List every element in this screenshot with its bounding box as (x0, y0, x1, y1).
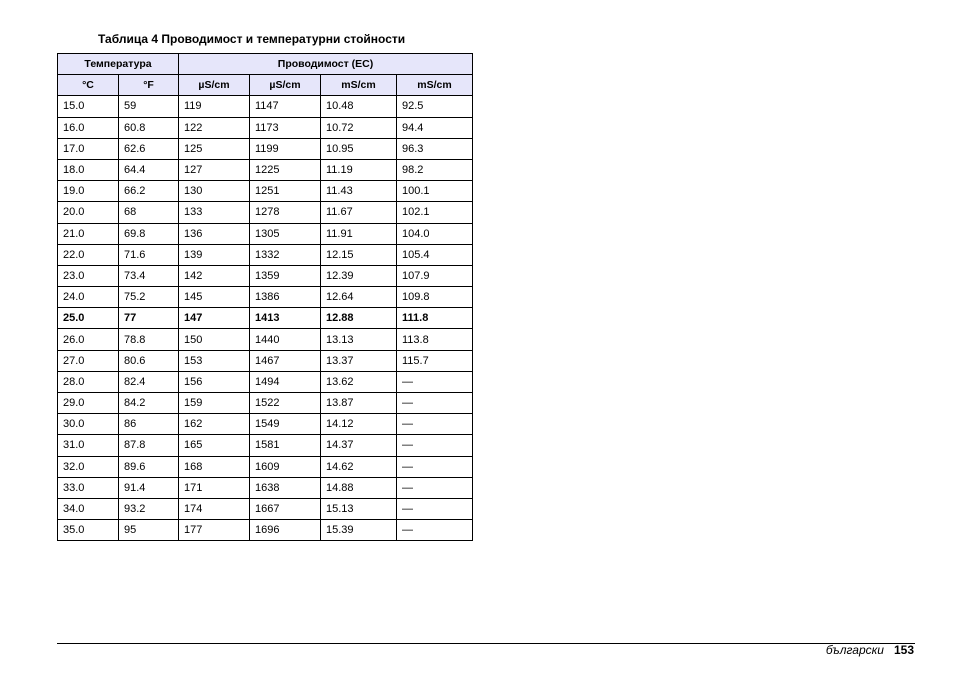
table-cell: — (397, 435, 473, 456)
table-cell: 1581 (250, 435, 321, 456)
table-cell: 177 (179, 520, 250, 541)
table-cell: 162 (179, 414, 250, 435)
table-cell: 1549 (250, 414, 321, 435)
table-cell: — (397, 393, 473, 414)
table-cell: 77 (119, 308, 179, 329)
unit-header-us-cm-b: µS/cm (250, 75, 321, 96)
table-cell: 19.0 (58, 181, 119, 202)
table-row (58, 244, 473, 265)
table-cell: 16.0 (58, 117, 119, 138)
table-caption: Таблица 4 Проводимост и температурни стойности (98, 32, 406, 46)
table-row (58, 520, 473, 541)
table-cell: 171 (179, 477, 250, 498)
table-cell: 1173 (250, 117, 321, 138)
temperature-group-header: Температура (58, 54, 179, 75)
table-cell: 22.0 (58, 244, 119, 265)
table-cell: 139 (179, 244, 250, 265)
table-cell: 150 (179, 329, 250, 350)
table-cell: 14.62 (321, 456, 397, 477)
table-cell: 62.6 (119, 138, 179, 159)
page-footer (826, 643, 914, 657)
table-cell: 136 (179, 223, 250, 244)
table-body (58, 96, 473, 541)
table-cell: 1278 (250, 202, 321, 223)
table-cell: 66.2 (119, 181, 179, 202)
table-cell: 159 (179, 393, 250, 414)
table-cell: 91.4 (119, 477, 179, 498)
table-cell: 1359 (250, 265, 321, 286)
table-cell: 94.4 (397, 117, 473, 138)
table-row (58, 329, 473, 350)
table-cell: — (397, 498, 473, 519)
table-cell: 12.64 (321, 287, 397, 308)
table-row (58, 117, 473, 138)
table-row (58, 159, 473, 180)
table-cell: 1638 (250, 477, 321, 498)
table-cell: 168 (179, 456, 250, 477)
table-cell: 122 (179, 117, 250, 138)
table-cell: 1147 (250, 96, 321, 117)
table-cell: 98.2 (397, 159, 473, 180)
table-cell: 11.43 (321, 181, 397, 202)
table-cell: 35.0 (58, 520, 119, 541)
unit-header-us-cm-a: µS/cm (179, 75, 250, 96)
table-row (58, 308, 473, 329)
table-cell: 10.72 (321, 117, 397, 138)
footer-language: български (825, 643, 884, 657)
table-cell: 89.6 (119, 456, 179, 477)
table-cell: — (397, 456, 473, 477)
unit-header-row (58, 75, 473, 96)
table-cell: 12.39 (321, 265, 397, 286)
table-cell: 93.2 (119, 498, 179, 519)
table-cell: 1609 (250, 456, 321, 477)
table-cell: 18.0 (58, 159, 119, 180)
table-cell: 1413 (250, 308, 321, 329)
table-cell: 96.3 (397, 138, 473, 159)
table-row (58, 477, 473, 498)
group-header-row (58, 54, 473, 75)
table-cell: 119 (179, 96, 250, 117)
table-row (58, 223, 473, 244)
table-row (58, 265, 473, 286)
table-cell: 127 (179, 159, 250, 180)
table-cell: 34.0 (58, 498, 119, 519)
table-cell: 78.8 (119, 329, 179, 350)
table-cell: 73.4 (119, 265, 179, 286)
table-cell: 24.0 (58, 287, 119, 308)
table-cell: 102.1 (397, 202, 473, 223)
table-cell: 10.48 (321, 96, 397, 117)
table-cell: 1667 (250, 498, 321, 519)
unit-header-ms-cm-b: mS/cm (397, 75, 473, 96)
table-cell: 27.0 (58, 350, 119, 371)
table-cell: — (397, 414, 473, 435)
table-cell: 25.0 (58, 308, 119, 329)
table-cell: 15.0 (58, 96, 119, 117)
table-cell: 1440 (250, 329, 321, 350)
table-cell: 15.13 (321, 498, 397, 519)
table-cell: 11.91 (321, 223, 397, 244)
table-cell: 23.0 (58, 265, 119, 286)
table-cell: 1386 (250, 287, 321, 308)
table-cell: 113.8 (397, 329, 473, 350)
table-cell: 165 (179, 435, 250, 456)
table-cell: 75.2 (119, 287, 179, 308)
table-cell: 1251 (250, 181, 321, 202)
table-cell: 30.0 (58, 414, 119, 435)
table-cell: 12.88 (321, 308, 397, 329)
table-cell: 174 (179, 498, 250, 519)
table-cell: 105.4 (397, 244, 473, 265)
table-row (58, 371, 473, 392)
table-cell: — (397, 520, 473, 541)
table-row (58, 393, 473, 414)
table-cell: 68 (119, 202, 179, 223)
table-cell: 1305 (250, 223, 321, 244)
table-cell: 130 (179, 181, 250, 202)
table-cell: 104.0 (397, 223, 473, 244)
conductivity-temperature-table (57, 53, 473, 541)
table-cell: 11.19 (321, 159, 397, 180)
table-cell: 13.13 (321, 329, 397, 350)
table-cell: 26.0 (58, 329, 119, 350)
table-row (58, 414, 473, 435)
table-cell: 87.8 (119, 435, 179, 456)
table-cell: 15.39 (321, 520, 397, 541)
table-cell: 69.8 (119, 223, 179, 244)
table-row (58, 96, 473, 117)
table-row (58, 181, 473, 202)
table-cell: 1467 (250, 350, 321, 371)
table-cell: 133 (179, 202, 250, 223)
table-cell: 13.87 (321, 393, 397, 414)
table-cell: — (397, 371, 473, 392)
table-cell: 153 (179, 350, 250, 371)
conductivity-group-header: Проводимост (EC) (179, 54, 473, 75)
table-row (58, 350, 473, 371)
table-cell: 82.4 (119, 371, 179, 392)
table-cell: 14.12 (321, 414, 397, 435)
table-cell: 95 (119, 520, 179, 541)
table-cell: 1332 (250, 244, 321, 265)
table-row (58, 138, 473, 159)
table-cell: 33.0 (58, 477, 119, 498)
table-cell: 125 (179, 138, 250, 159)
table-cell: 100.1 (397, 181, 473, 202)
table-cell: 145 (179, 287, 250, 308)
table-cell: 92.5 (397, 96, 473, 117)
table-cell: 1225 (250, 159, 321, 180)
table-cell: 147 (179, 308, 250, 329)
table-row (58, 498, 473, 519)
table-cell: 32.0 (58, 456, 119, 477)
table-cell: 142 (179, 265, 250, 286)
table-cell: 60.8 (119, 117, 179, 138)
table-cell: 109.8 (397, 287, 473, 308)
table-cell: — (397, 477, 473, 498)
table-cell: 20.0 (58, 202, 119, 223)
page-number: 153 (893, 643, 914, 657)
table-cell: 14.88 (321, 477, 397, 498)
table-row (58, 287, 473, 308)
table-cell: 156 (179, 371, 250, 392)
table-cell: 86 (119, 414, 179, 435)
unit-header-celsius: °C (58, 75, 119, 96)
table-cell: 71.6 (119, 244, 179, 265)
table-row (58, 202, 473, 223)
unit-header-fahrenheit: °F (119, 75, 179, 96)
table-cell: 31.0 (58, 435, 119, 456)
table-cell: 11.67 (321, 202, 397, 223)
unit-header-ms-cm-a: mS/cm (321, 75, 397, 96)
table-cell: 111.8 (397, 308, 473, 329)
table-cell: 115.7 (397, 350, 473, 371)
table-cell: 13.37 (321, 350, 397, 371)
table-cell: 28.0 (58, 371, 119, 392)
table-cell: 1199 (250, 138, 321, 159)
table-cell: 59 (119, 96, 179, 117)
table-cell: 80.6 (119, 350, 179, 371)
table-cell: 10.95 (321, 138, 397, 159)
table-cell: 14.37 (321, 435, 397, 456)
table-cell: 29.0 (58, 393, 119, 414)
table-cell: 64.4 (119, 159, 179, 180)
table-cell: 1494 (250, 371, 321, 392)
table-row (58, 456, 473, 477)
table-cell: 84.2 (119, 393, 179, 414)
table-cell: 12.15 (321, 244, 397, 265)
table-cell: 107.9 (397, 265, 473, 286)
table-row (58, 435, 473, 456)
footer-divider (57, 643, 915, 644)
table-cell: 1696 (250, 520, 321, 541)
table-cell: 1522 (250, 393, 321, 414)
table-cell: 17.0 (58, 138, 119, 159)
table-cell: 21.0 (58, 223, 119, 244)
table-cell: 13.62 (321, 371, 397, 392)
